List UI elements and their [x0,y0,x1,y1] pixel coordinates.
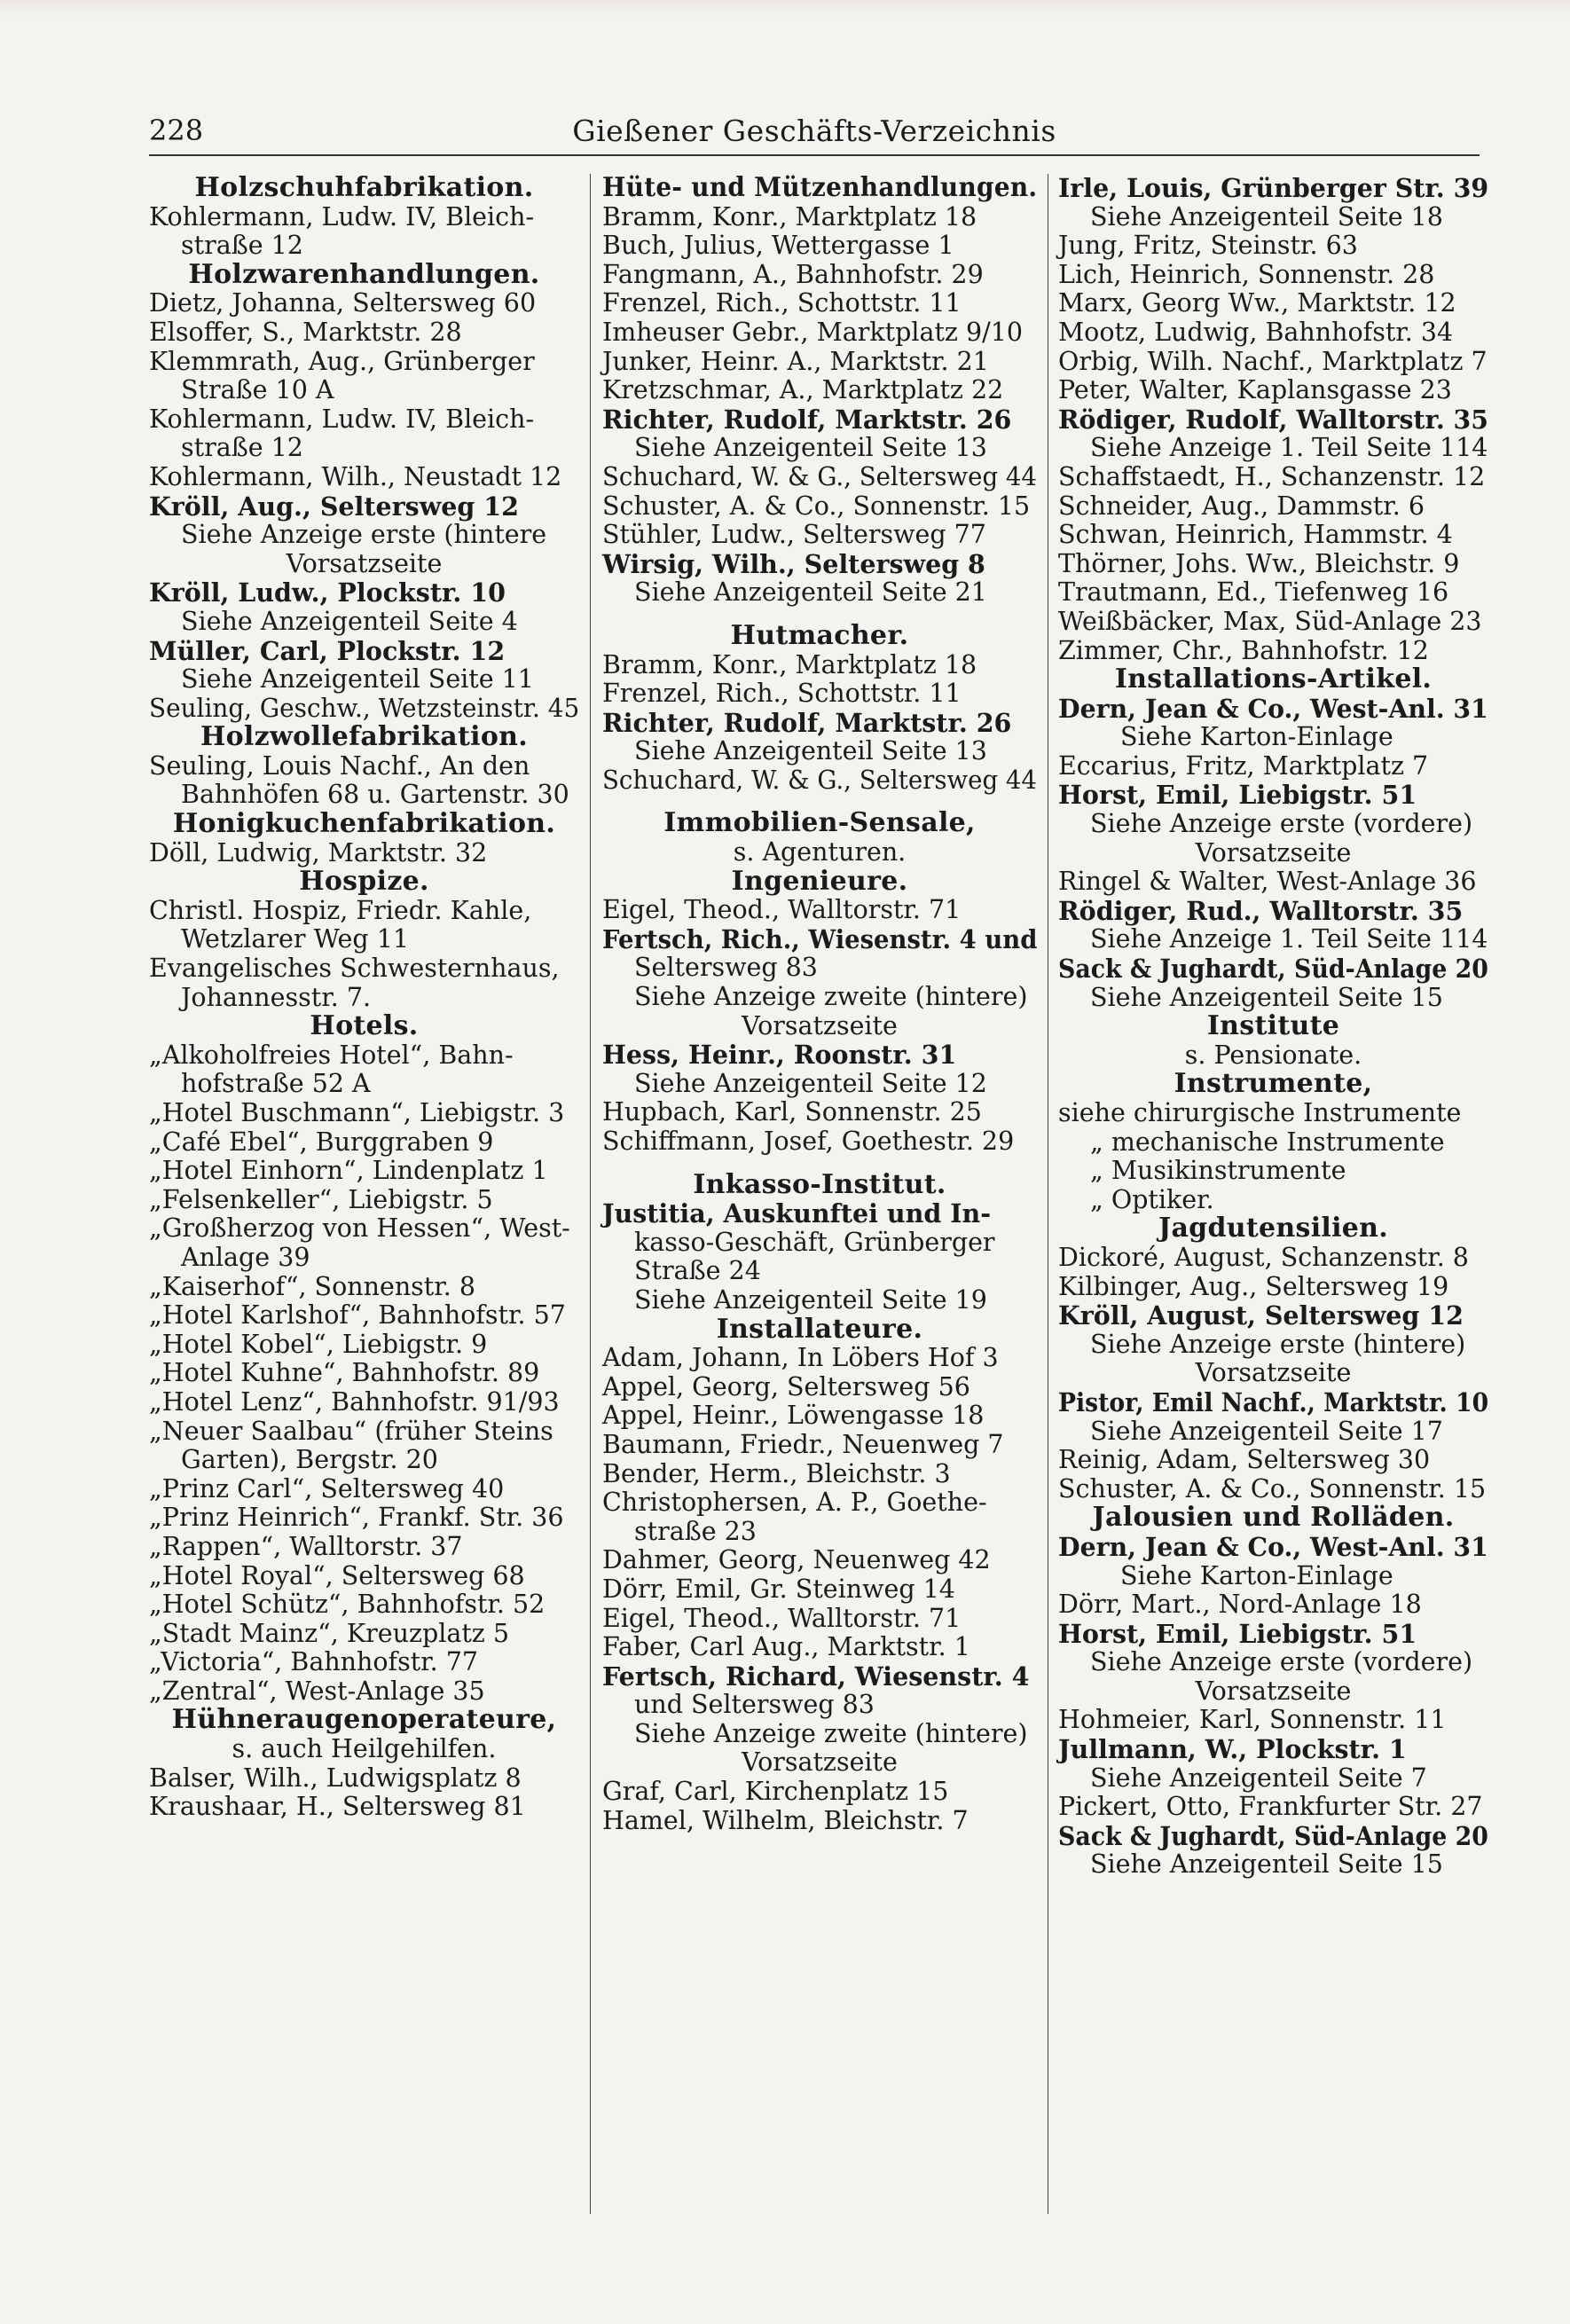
directory-entry: Siehe Anzeige 1. Teil Seite 114 [1090,433,1488,463]
directory-entry: Dahmer, Georg, Neuenweg 42 [602,1545,991,1575]
directory-entry: Kohlermann, Ludw. IV, Bleich- [149,201,535,232]
directory-entry: Imheuser Gebr., Marktplatz 9/10 [602,317,1023,347]
section-heading: Inkasso-Institut. [693,1168,946,1200]
directory-entry: „Kaiserhof“, Sonnenstr. 8 [149,1271,475,1301]
directory-entry: „Hotel Royal“, Seltersweg 68 [149,1560,525,1590]
directory-entry: Elsoffer, S., Marktstr. 28 [149,317,462,347]
directory-entry: s. auch Heilgehilfen. [232,1734,497,1764]
section-heading: Honigkuchenfabrikation. [172,808,556,840]
directory-entry: Pickert, Otto, Frankfurter Str. 27 [1058,1792,1483,1822]
directory-entry: Christophersen, A. P., Goethe- [602,1488,987,1518]
directory-entry: „Prinz Carl“, Seltersweg 40 [149,1473,505,1504]
directory-entry: Siehe Anzeigenteil Seite 4 [181,606,518,636]
column-divider-1 [590,174,591,2214]
directory-entry: kasso-Geschäft, Grünberger [634,1227,995,1257]
directory-entry: „Hotel Schütz“, Bahnhofstr. 52 [149,1590,546,1620]
directory-entry: Rödiger, Rud., Walltorstr. 35 [1058,895,1464,926]
header-rule [149,154,1480,156]
directory-entry: „Neuer Saalbau“ (früher Steins [149,1416,553,1446]
section-heading: Installations-Artikel. [1114,663,1433,695]
directory-entry: Wetzlarer Weg 11 [181,924,409,954]
directory-entry: Lich, Heinrich, Sonnenstr. 28 [1058,259,1435,289]
directory-entry: Hamel, Wilhelm, Bleichstr. 7 [602,1805,969,1835]
directory-entry: Schiffmann, Josef, Goethestr. 29 [602,1127,1015,1156]
page-top-edge [0,0,1570,16]
directory-entry: Sack & Jughardt, Süd-Anlage 20 [1058,1820,1488,1851]
directory-entry: Fangmann, A., Bahnhofstr. 29 [602,259,984,289]
directory-entry: siehe chirurgische Instrumente [1058,1098,1462,1127]
directory-entry: Seuling, Louis Nachf., An den [149,750,530,781]
directory-entry: straße 12 [181,231,303,261]
directory-entry: Siehe Anzeigenteil Seite 13 [634,736,987,766]
directory-entry: s. Pensionate. [1184,1040,1362,1070]
directory-entry: Straße 24 [634,1256,761,1286]
directory-entry: Frenzel, Rich., Schottstr. 11 [602,288,962,318]
directory-entry: Irle, Louis, Grünberger Str. 39 [1058,173,1489,203]
directory-entry: Kröll, August, Seltersweg 12 [1058,1300,1464,1331]
directory-entry: Bramm, Konr., Marktplatz 18 [602,649,977,679]
directory-entry: Siehe Anzeigenteil Seite 18 [1090,201,1443,232]
directory-entry: Faber, Carl Aug., Marktstr. 1 [602,1632,970,1662]
directory-entry: Siehe Anzeige 1. Teil Seite 114 [1090,924,1488,954]
column-right [1058,174,1488,1880]
directory-entry: Mootz, Ludwig, Bahnhofstr. 34 [1058,317,1454,347]
directory-entry: Schaffstaedt, H., Schanzenstr. 12 [1058,461,1486,491]
directory-entry: Anlage 39 [181,1242,310,1272]
directory-entry: Schwan, Heinrich, Hammstr. 4 [1058,520,1453,550]
directory-entry: Vorsatzseite [1195,1358,1352,1388]
directory-entry: Döll, Ludwig, Marktstr. 32 [149,837,488,868]
directory-entry: Orbig, Wilh. Nachf., Marktplatz 7 [1058,346,1488,376]
directory-entry: Siehe Anzeigenteil Seite 15 [1090,982,1443,1012]
directory-entry: „Felsenkeller“, Liebigstr. 5 [149,1184,493,1214]
directory-entry: Fertsch, Richard, Wiesenstr. 4 [602,1661,1030,1692]
directory-entry: „Zentral“, West-Anlage 35 [149,1676,485,1706]
directory-entry: Schuster, A. & Co., Sonnenstr. 15 [1058,1473,1487,1504]
directory-entry: „Café Ebel“, Burggraben 9 [149,1127,494,1157]
section-heading: Institute [1206,1010,1340,1042]
directory-entry: Dickoré, August, Schanzenstr. 8 [1058,1242,1469,1272]
directory-entry: Hupbach, Karl, Sonnenstr. 25 [602,1097,982,1127]
directory-entry: Thörner, Johs. Ww., Bleichstr. 9 [1058,548,1460,578]
directory-entry: Jung, Fritz, Steinstr. 63 [1058,231,1358,261]
section-heading: Ingenieure. [731,865,908,897]
directory-entry: „Hotel Karlshof“, Bahnhofstr. 57 [149,1300,566,1331]
directory-entry: Trautmann, Ed., Tiefenweg 16 [1058,577,1449,608]
section-heading: Immobilien-Sensale, [663,807,976,839]
directory-entry: Dern, Jean & Co., West-Anl. 31 [1058,1531,1488,1562]
directory-entry: Richter, Rudolf, Marktstr. 26 [602,404,1012,435]
section-heading: Holzschuhfabrikation. [194,172,534,203]
section-heading: Hospize. [299,866,429,898]
directory-entry: Wirsig, Wilh., Seltersweg 8 [602,548,985,579]
directory-entry: Dörr, Mart., Nord-Anlage 18 [1058,1590,1422,1620]
directory-entry: Siehe Anzeige zweite (hintere) [634,1718,1028,1748]
directory-entry: Garten), Bergstr. 20 [181,1445,438,1475]
section-heading: Jagdutensilien. [1158,1213,1389,1244]
directory-entry: Dern, Jean & Co., West-Anl. 31 [1058,693,1488,724]
directory-entry: Frenzel, Rich., Schottstr. 11 [602,679,962,709]
directory-entry: Siehe Anzeigenteil Seite 11 [181,664,534,695]
directory-entry: Vorsatzseite [742,1747,898,1778]
directory-entry: Vorsatzseite [1195,837,1352,868]
directory-entry: „Hotel Buschmann“, Liebigstr. 3 [149,1098,565,1127]
directory-entry: Siehe Anzeige erste (vordere) [1090,1647,1473,1677]
directory-entry: Siehe Anzeigenteil Seite 21 [634,577,987,608]
directory-entry: Weißbäcker, Max, Süd-Anlage 23 [1058,606,1482,636]
directory-entry: Rödiger, Rudolf, Walltorstr. 35 [1058,404,1488,435]
directory-entry: „Prinz Heinrich“, Frankf. Str. 36 [149,1503,564,1533]
section-heading: Hüte- und Mützenhandlungen. [602,172,1038,203]
directory-entry: Jullmann, W., Plockstr. 1 [1058,1734,1407,1765]
directory-entry: Kröll, Ludw., Plockstr. 10 [149,577,506,608]
directory-entry: Kretzschmar, A., Marktplatz 22 [602,375,1004,405]
directory-entry: Kohlermann, Ludw. IV, Bleich- [149,404,535,434]
directory-entry: Siehe Anzeigenteil Seite 7 [1090,1763,1427,1793]
directory-entry: Reinig, Adam, Seltersweg 30 [1058,1445,1431,1475]
running-title: Gießener Geschäfts-Verzeichnis [572,114,1056,148]
column-middle [602,174,1037,1835]
directory-entry: „ Optiker. [1090,1184,1214,1214]
section-heading: Installateure. [716,1313,923,1345]
directory-entry: Sack & Jughardt, Süd-Anlage 20 [1058,954,1488,985]
directory-entry: Balser, Wilh., Ludwigsplatz 8 [149,1763,522,1793]
directory-entry: Buch, Julius, Wettergasse 1 [602,231,954,261]
directory-entry: „Alkoholfreies Hotel“, Bahn- [149,1040,514,1070]
directory-entry: Vorsatzseite [1195,1676,1352,1706]
directory-entry: Siehe Anzeigenteil Seite 19 [634,1284,987,1315]
directory-entry: Kraushaar, H., Seltersweg 81 [149,1792,526,1822]
directory-entry: Adam, Johann, In Löbers Hof 3 [602,1343,999,1373]
directory-entry: Schuchard, W. & G., Seltersweg 44 [602,765,1037,795]
directory-entry: Horst, Emil, Liebigstr. 51 [1058,1618,1417,1649]
directory-entry: Junker, Heinr. A., Marktstr. 21 [602,346,989,376]
directory-entry: Vorsatzseite [286,548,443,578]
directory-entry: Baumann, Friedr., Neuenweg 7 [602,1429,1004,1459]
directory-entry: „ mechanische Instrumente [1090,1127,1445,1157]
directory-entry: Siehe Anzeigenteil Seite 12 [634,1068,987,1098]
column-left [149,174,579,1822]
directory-entry: Graf, Carl, Kirchenplatz 15 [602,1777,949,1807]
directory-entry: „Hotel Kuhne“, Bahnhofstr. 89 [149,1358,540,1388]
section-heading: Hotels. [310,1010,419,1042]
directory-entry: Marx, Georg Ww., Marktstr. 12 [1058,288,1456,318]
section-heading: Hühneraugenoperateure, [171,1704,557,1736]
directory-entry: Eigel, Theod., Walltorstr. 71 [602,895,962,925]
section-heading: Jalousien und Rolläden. [1092,1502,1455,1534]
directory-entry: Schuchard, W. & G., Seltersweg 44 [602,461,1037,491]
directory-entry: Klemmrath, Aug., Grünberger [149,346,535,376]
directory-entry: Siehe Karton-Einlage [1120,722,1393,752]
directory-entry: Peter, Walter, Kaplansgasse 23 [1058,375,1452,405]
directory-entry: straße 23 [634,1516,757,1546]
directory-entry: Schuster, A. & Co., Sonnenstr. 15 [602,491,1031,521]
directory-entry: „Stadt Mainz“, Kreuzplatz 5 [149,1618,509,1648]
directory-entry: Fertsch, Rich., Wiesenstr. 4 und [602,923,1038,954]
directory-entry: Pistor, Emil Nachf., Marktstr. 10 [1058,1386,1489,1417]
directory-entry: „ Musikinstrumente [1090,1156,1346,1186]
directory-entry: Eigel, Theod., Walltorstr. 71 [602,1603,962,1633]
directory-entry: Seuling, Geschw., Wetzsteinstr. 45 [149,693,580,723]
directory-entry: Johannesstr. 7. [181,982,372,1012]
directory-entry: Bahnhöfen 68 u. Gartenstr. 30 [181,780,569,810]
directory-entry: Siehe Anzeige erste (hintere [181,520,547,550]
directory-entry: Siehe Anzeige erste (vordere) [1090,809,1473,839]
directory-entry: Siehe Anzeige erste (hintere) [1090,1329,1466,1359]
directory-entry: Bender, Herm., Bleichstr. 3 [602,1458,951,1488]
directory-entry: Richter, Rudolf, Marktstr. 26 [602,707,1012,738]
directory-entry: Hess, Heinr., Roonstr. 31 [602,1040,957,1071]
page-number: 228 [149,114,204,147]
directory-entry: und Seltersweg 83 [634,1690,875,1720]
directory-entry: s. Agenturen. [733,837,907,868]
directory-entry: Hohmeier, Karl, Sonnenstr. 11 [1058,1705,1447,1735]
directory-entry: Siehe Anzeigenteil Seite 13 [634,433,987,463]
directory-entry: Zimmer, Chr., Bahnhofstr. 12 [1058,635,1429,665]
directory-entry: Evangelisches Schwesternhaus, [149,954,560,984]
directory-entry: Appel, Georg, Seltersweg 56 [602,1371,970,1401]
page-header [149,110,1480,151]
directory-entry: Dörr, Emil, Gr. Steinweg 14 [602,1574,955,1604]
directory-entry: Straße 10 A [181,375,334,405]
directory-entry: „Hotel Einhorn“, Lindenplatz 1 [149,1156,548,1186]
directory-entry: „Rappen“, Walltorstr. 37 [149,1531,463,1561]
directory-entry: Dietz, Johanna, Seltersweg 60 [149,288,537,318]
directory-entry: Bramm, Konr., Marktplatz 18 [602,201,977,232]
directory-entry: Seltersweg 83 [634,953,818,983]
directory-entry: „Victoria“, Bahnhofstr. 77 [149,1647,479,1677]
directory-entry: Appel, Heinr., Löwengasse 18 [602,1401,985,1431]
directory-entry: Müller, Carl, Plockstr. 12 [149,635,506,666]
directory-entry: Kilbinger, Aug., Seltersweg 19 [1058,1271,1449,1301]
directory-entry: Kohlermann, Wilh., Neustadt 12 [149,461,562,491]
directory-entry: „Hotel Lenz“, Bahnhofstr. 91/93 [149,1386,560,1417]
section-heading: Holzwarenhandlungen. [188,258,540,290]
directory-entry: Eccarius, Fritz, Marktplatz 7 [1058,750,1429,781]
section-heading: Holzwollefabrikation. [200,721,529,753]
directory-entry: Vorsatzseite [742,1010,898,1040]
directory-entry: straße 12 [181,433,303,463]
directory-entry: Stühler, Ludw., Seltersweg 77 [602,520,986,550]
directory-entry: hofstraße 52 A [181,1069,371,1099]
directory-entry: Siehe Karton-Einlage [1120,1560,1393,1590]
directory-entry: Siehe Anzeigenteil Seite 17 [1090,1416,1443,1446]
directory-entry: Siehe Anzeige zweite (hintere) [634,982,1028,1012]
directory-entry: Siehe Anzeigenteil Seite 15 [1090,1849,1443,1880]
directory-entry: Christl. Hospiz, Friedr. Kahle, [149,895,532,925]
directory-entry: Schneider, Aug., Dammstr. 6 [1058,491,1425,521]
directory-entry: „Hotel Kobel“, Liebigstr. 9 [149,1329,488,1359]
directory-entry: Justitia, Auskunftei und In- [602,1198,992,1229]
section-heading: Hutmacher. [730,619,909,651]
directory-entry: „Großherzog von Hessen“, West- [149,1213,570,1244]
directory-entry: Kröll, Aug., Seltersweg 12 [149,491,519,522]
directory-entry: Horst, Emil, Liebigstr. 51 [1058,780,1417,811]
directory-entry: Ringel & Walter, West-Anlage 36 [1058,867,1477,897]
section-heading: Instrumente, [1174,1068,1373,1100]
